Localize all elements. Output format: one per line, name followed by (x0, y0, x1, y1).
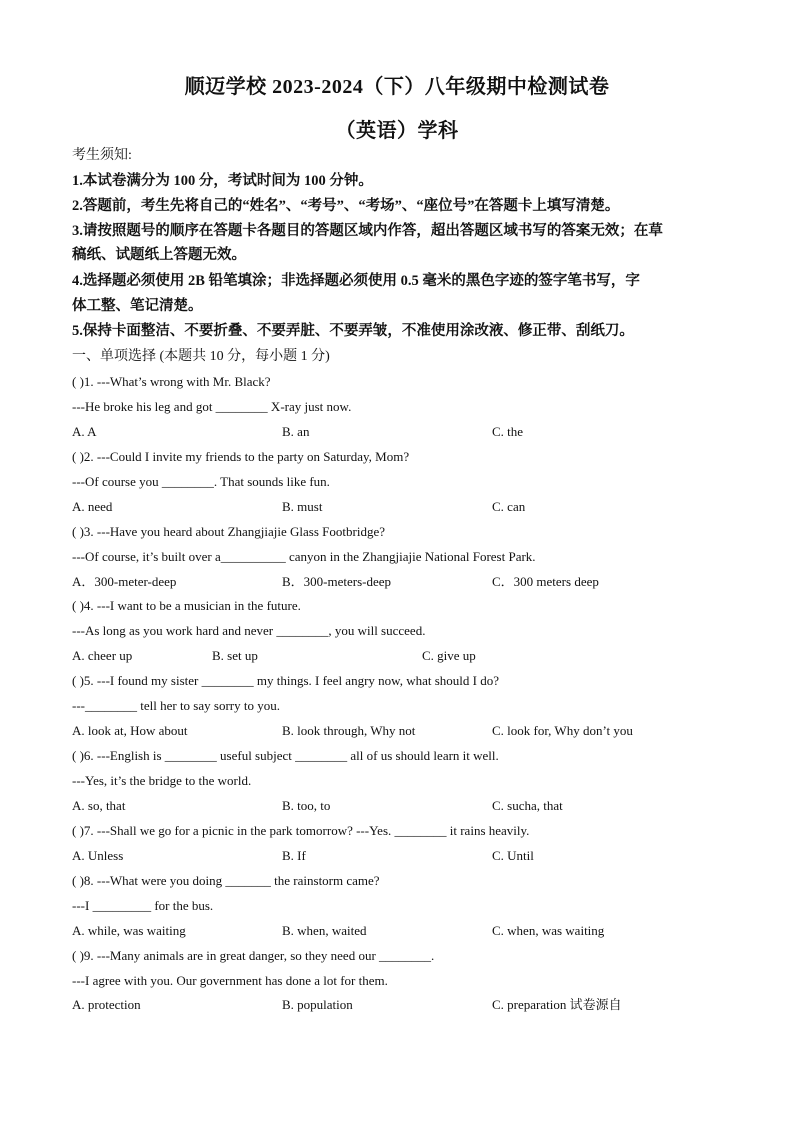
option-a: A. need (72, 499, 113, 514)
notice-heading: 考生须知: (72, 148, 132, 163)
question-response: ---Of course you ________. That sounds like fun. (72, 474, 330, 489)
option-a: A. look at, How about (72, 723, 188, 738)
option-b: B. too, to (282, 798, 331, 813)
option-b: B. If (282, 848, 306, 863)
option-a: A．300-meter-deep (72, 574, 177, 589)
option-b: B. look through, Why not (282, 723, 416, 738)
question-stem: ( )8. ---What were you doing _______ the rainstorm came? (72, 873, 380, 888)
exam-title: 顺迈学校 2023-2024（下）八年级期中检测试卷 (184, 76, 610, 98)
option-a: A. Unless (72, 848, 124, 863)
question-response: ---________ tell her to say sorry to you. (72, 698, 280, 713)
question-response: ---He broke his leg and got ________ X-ray just now. (72, 399, 352, 414)
option-a: A. cheer up (72, 648, 133, 663)
notice-item: 3.请按照题号的顺序在答题卡各题目的答题区域内作答，超出答题区域书写的答案无效；在草 (72, 223, 663, 239)
option-c: C. can (492, 499, 526, 514)
question-stem: ( )4. ---I want to be a musician in the future. (72, 598, 301, 613)
notice-item: 5.保持卡面整洁、不要折叠、不要弄脏、不要弄皱，不准使用涂改液、修正带、刮纸刀。 (72, 323, 634, 339)
question-stem: ( )5. ---I found my sister ________ my things. I feel angry now, what should I do? (72, 673, 499, 688)
option-b: B. set up (212, 648, 258, 663)
option-c: C. preparation 试卷源自 (492, 997, 622, 1012)
question-response: ---I agree with you. Our government has done a lot for them. (72, 973, 388, 988)
question-stem: ( )2. ---Could I invite my friends to the party on Saturday, Mom? (72, 449, 410, 464)
option-c: C. give up (422, 648, 476, 663)
notice-item: 2.答题前，考生先将自己的“姓名”、“考号”、“考场”、“座位号”在答题卡上填写清楚。 (72, 198, 620, 214)
option-c: C．300 meters deep (492, 574, 599, 589)
question-stem: ( )9. ---Many animals are in great danger, so they need our ________. (72, 948, 435, 963)
question-stem: ( )1. ---What’s wrong with Mr. Black? (72, 374, 271, 389)
notice-item: 稿纸、试题纸上答题无效。 (72, 247, 246, 263)
option-b: B. must (282, 499, 323, 514)
question-response: ---Yes, it’s the bridge to the world. (72, 773, 252, 788)
option-b: B．300-meters-deep (282, 574, 392, 589)
option-c: C. the (492, 424, 524, 439)
section-heading: 一、单项选择 (本题共 10 分，每小题 1 分) (72, 349, 330, 364)
option-c: C. look for, Why don’t you (492, 723, 633, 738)
question-response: ---I _________ for the bus. (72, 898, 214, 913)
notice-item: 4.选择题必须使用 2B 铅笔填涂；非选择题必须使用 0.5 毫米的黑色字迹的签字笔书写，字 (72, 273, 640, 289)
option-a: A. so, that (72, 798, 126, 813)
option-c: C. Until (492, 848, 534, 863)
option-b: B. population (282, 997, 353, 1012)
notice-item: 1.本试卷满分为 100 分，考试时间为 100 分钟。 (72, 173, 373, 189)
option-c: C. sucha, that (492, 798, 563, 813)
option-c: C. when, was waiting (492, 923, 605, 938)
question-response: ---Of course, it’s built over a__________ canyon in the Zhangjiajie National Forest Park. (72, 549, 536, 564)
option-a: A. A (72, 424, 97, 439)
option-b: B. when, waited (282, 923, 367, 938)
question-response: ---As long as you work hard and never ________, you will succeed. (72, 623, 426, 638)
option-a: A. protection (72, 997, 141, 1012)
question-stem: ( )7. ---Shall we go for a picnic in the park tomorrow? ---Yes. ________ it rains heavily. (72, 823, 530, 838)
option-a: A. while, was waiting (72, 923, 186, 938)
question-stem: ( )6. ---English is ________ useful subject ________ all of us should learn it well. (72, 748, 499, 763)
notice-item: 体工整、笔记清楚。 (72, 298, 203, 314)
question-stem: ( )3. ---Have you heard about Zhangjiajie Glass Footbridge? (72, 524, 385, 539)
subject-title: （英语）学科 (335, 120, 459, 142)
option-b: B. an (282, 424, 310, 439)
